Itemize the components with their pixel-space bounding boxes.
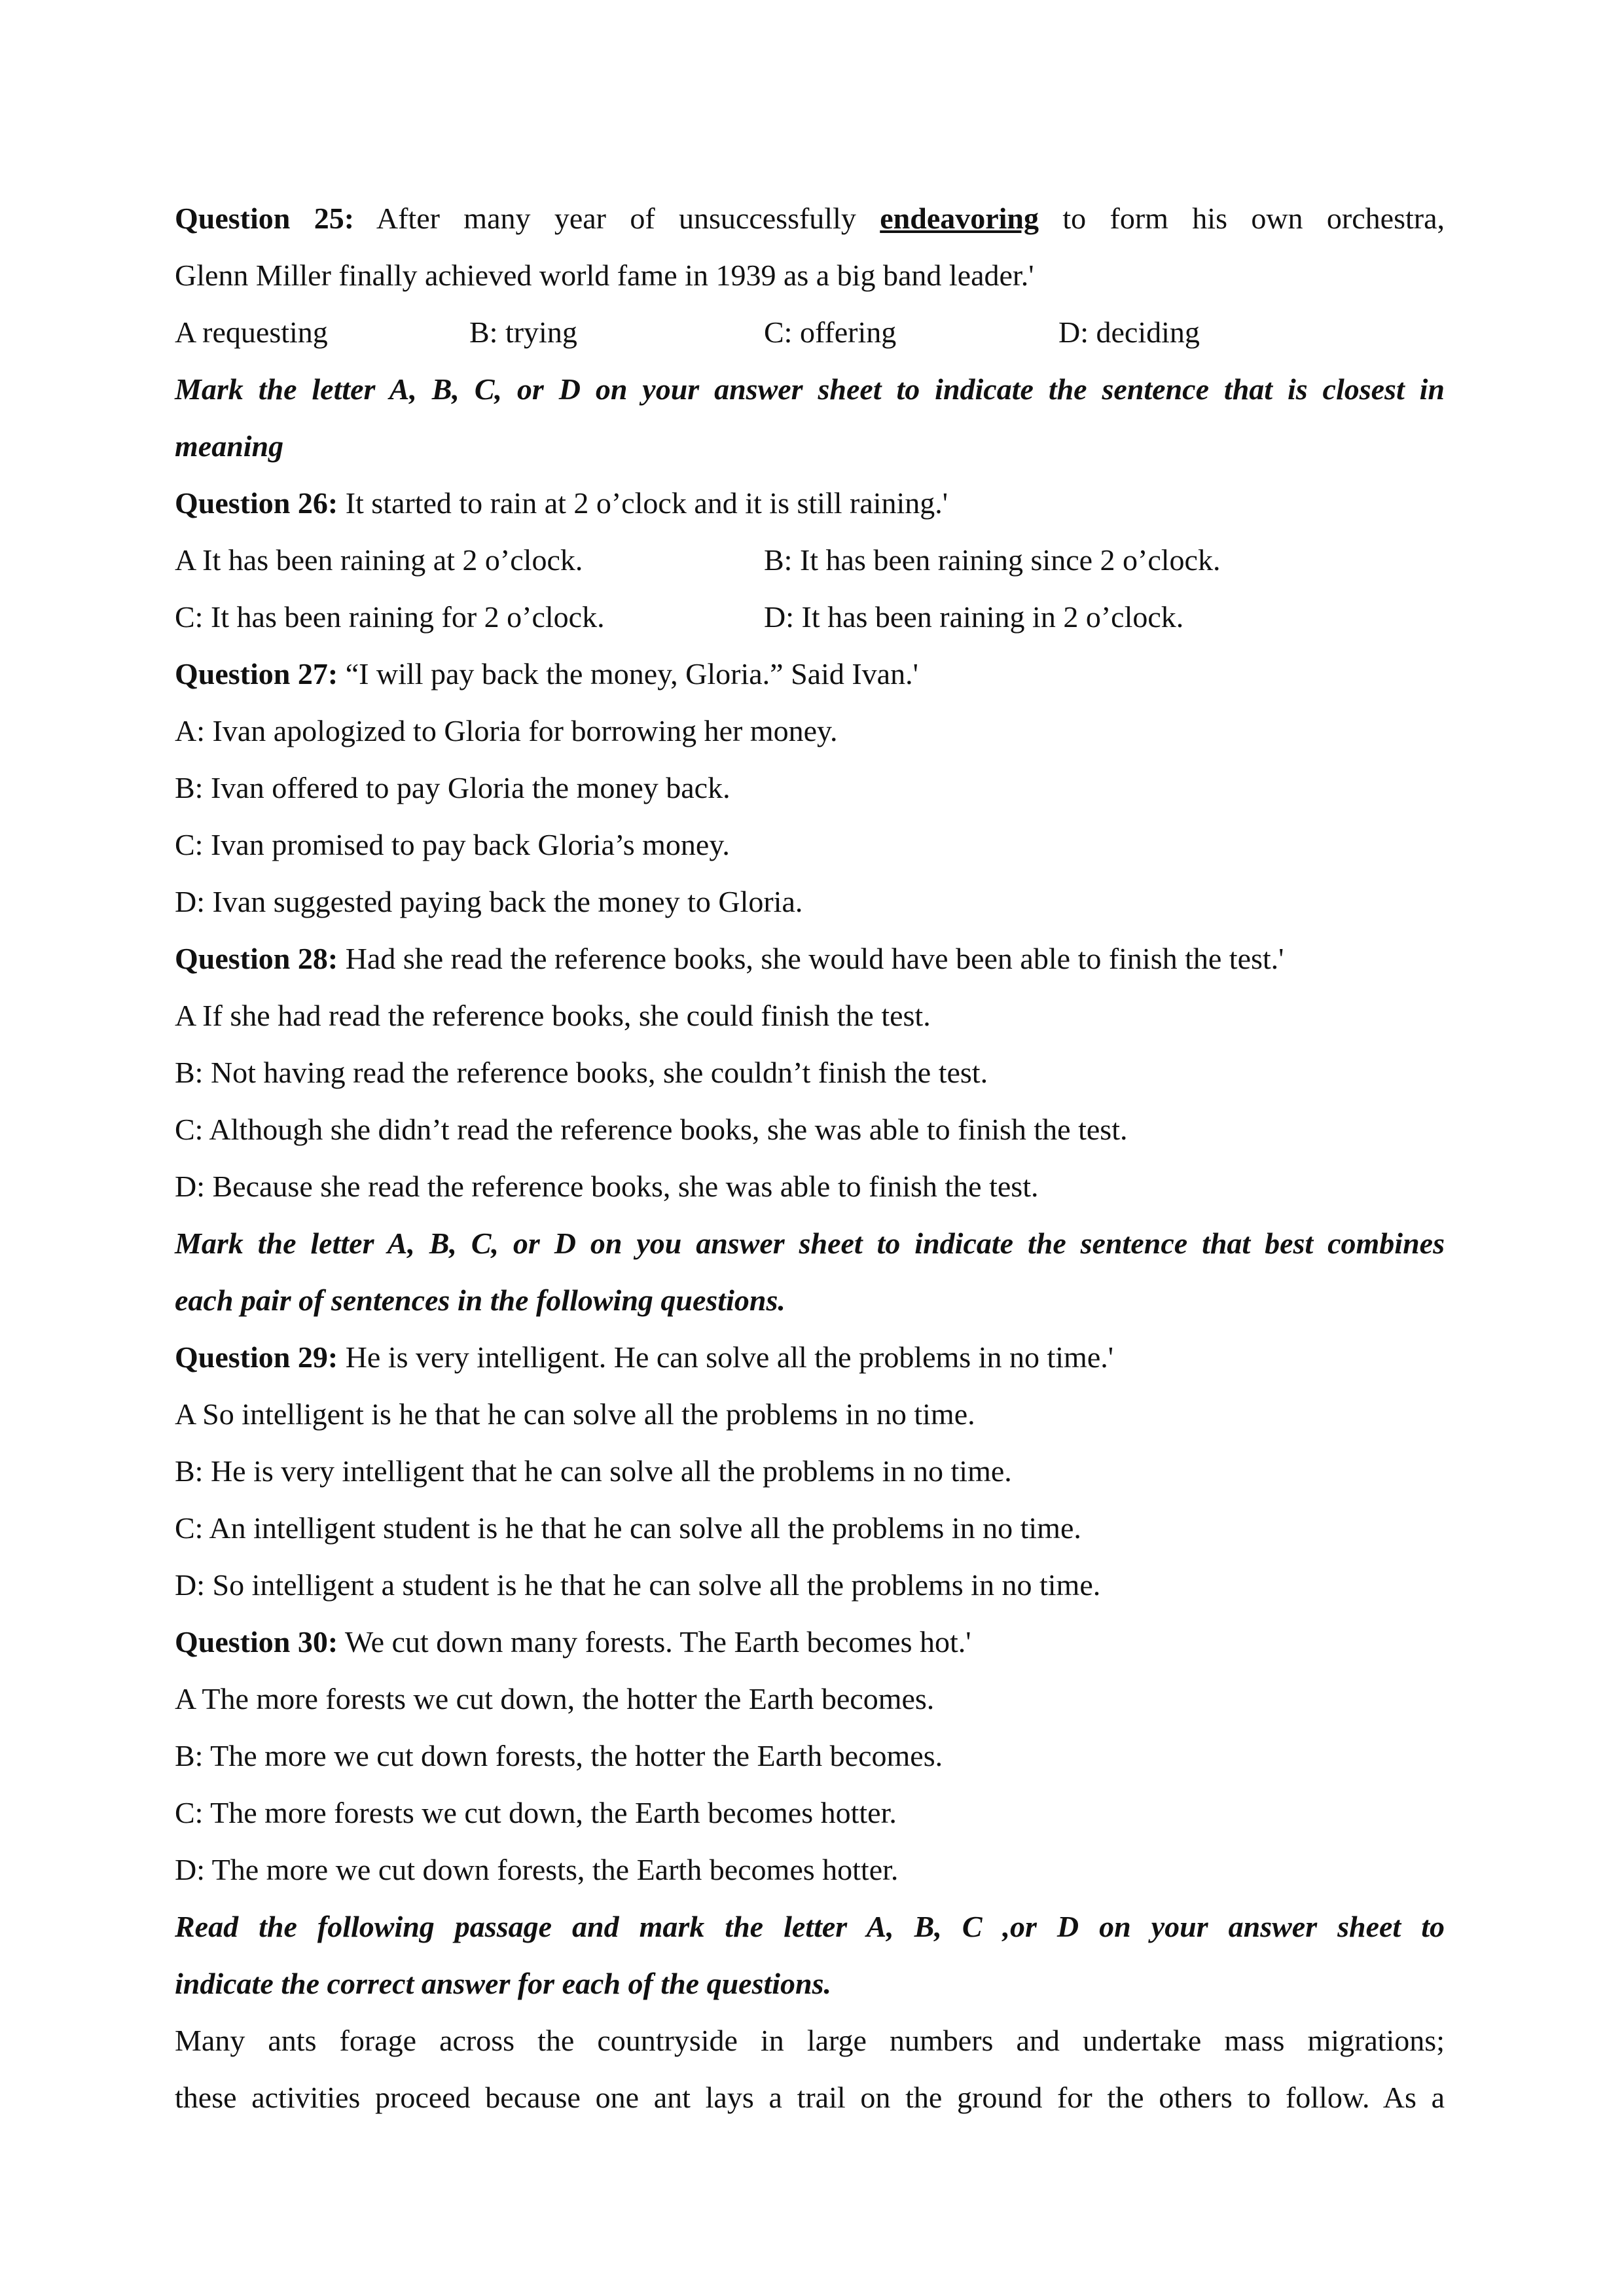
question-27-text: “I will pay back the money, Gloria.” Said Ivan.' [338, 657, 918, 691]
question-25-stem-continued: Glenn Miller finally achieved world fame in 1939 as a big band leader.' [175, 259, 1034, 292]
document-page [175, 190, 1445, 2126]
question-25-option-d[interactable]: D: deciding [1058, 315, 1200, 349]
question-29-option-b[interactable]: B: He is very intelligent that he can solve all the problems in no time. [175, 1454, 1012, 1488]
instruction-combine-line-1: Mark the letter A, B, C, or D on you answer sheet to indicate the sentence that best combines [175, 1227, 1445, 1260]
instruction-combine-line-2: each pair of sentences in the following questions. [175, 1283, 785, 1317]
question-27-option-d[interactable]: D: Ivan suggested paying back the money to Gloria. [175, 885, 803, 918]
question-30-text: We cut down many forests. The Earth becomes hot.' [338, 1625, 971, 1659]
question-25-stem [175, 190, 1445, 247]
question-27-stem [175, 645, 1445, 702]
question-25-option-a[interactable]: A requesting [175, 315, 328, 349]
question-30-option-c[interactable]: C: The more forests we cut down, the Earth becomes hotter. [175, 1796, 897, 1829]
instruction-reading-line-1: Read the following passage and mark the letter A, B, C ,or D on your answer sheet to [175, 1910, 1445, 1943]
question-25-option-b[interactable]: B: trying [469, 315, 577, 349]
question-26-stem [175, 475, 1445, 531]
question-25-text-pre: After many year of unsuccessfully [354, 202, 880, 235]
question-25-label: Question 25: [175, 202, 355, 235]
question-28-option-d[interactable]: D: Because she read the reference books, she was able to finish the test. [175, 1170, 1039, 1203]
question-27-option-b[interactable]: B: Ivan offered to pay Gloria the money back. [175, 771, 731, 804]
question-30-stem [175, 1613, 1445, 1670]
question-26-label: Question 26: [175, 486, 338, 520]
question-29-option-a[interactable]: A So intelligent is he that he can solve all the problems in no time. [175, 1397, 975, 1431]
question-26-options-row-1 [175, 531, 1445, 588]
question-29-option-d[interactable]: D: So intelligent a student is he that he can solve all the problems in no time. [175, 1568, 1101, 1602]
question-28-label: Question 28: [175, 942, 338, 975]
question-27-option-c[interactable]: C: Ivan promised to pay back Gloria’s money. [175, 828, 730, 861]
question-28-option-b[interactable]: B: Not having read the reference books, she couldn’t finish the test. [175, 1056, 988, 1089]
instruction-closest-meaning-line-2: meaning [175, 429, 284, 463]
question-26-option-b[interactable]: B: It has been raining since 2 o’clock. [764, 543, 1221, 577]
instruction-reading-line-2: indicate the correct answer for each of the questions. [175, 1967, 832, 2000]
question-27-label: Question 27: [175, 657, 338, 691]
question-29-option-c[interactable]: C: An intelligent student is he that he can solve all the problems in no time. [175, 1511, 1081, 1545]
question-28-text: Had she read the reference books, she would have been able to finish the test.' [338, 942, 1284, 975]
question-25-keyword: endeavoring [880, 202, 1039, 235]
question-30-label: Question 30: [175, 1625, 338, 1659]
question-27-option-a[interactable]: A: Ivan apologized to Gloria for borrowing her money. [175, 714, 838, 747]
question-25-text-post: to form his own orchestra, [1039, 202, 1445, 235]
question-28-option-c[interactable]: C: Although she didn’t read the reference books, she was able to finish the test. [175, 1113, 1128, 1146]
question-28-option-a[interactable]: A If she had read the reference books, she could finish the test. [175, 999, 931, 1032]
question-30-option-b[interactable]: B: The more we cut down forests, the hotter the Earth becomes. [175, 1739, 943, 1772]
question-30-option-d[interactable]: D: The more we cut down forests, the Earth becomes hotter. [175, 1853, 899, 1886]
question-26-text: It started to rain at 2 o’clock and it is still raining.' [338, 486, 948, 520]
question-25-options [175, 304, 1445, 361]
question-26-option-c[interactable]: C: It has been raining for 2 o’clock. [175, 600, 605, 634]
question-26-option-d[interactable]: D: It has been raining in 2 o’clock. [764, 600, 1184, 634]
question-30-option-a[interactable]: A The more forests we cut down, the hotter the Earth becomes. [175, 1682, 935, 1715]
question-29-stem [175, 1329, 1445, 1386]
question-26-options-row-2 [175, 588, 1445, 645]
passage-line-1: Many ants forage across the countryside in large numbers and undertake mass migrations; [175, 2024, 1445, 2057]
passage-line-2: these activities proceed because one ant lays a trail on the ground for the others to follow. As a [175, 2081, 1445, 2114]
question-26-option-a[interactable]: A It has been raining at 2 o’clock. [175, 543, 583, 577]
question-29-text: He is very intelligent. He can solve all the problems in no time.' [338, 1340, 1114, 1374]
question-28-stem [175, 930, 1445, 987]
question-29-label: Question 29: [175, 1340, 338, 1374]
instruction-closest-meaning-line-1: Mark the letter A, B, C, or D on your answer sheet to indicate the sentence that is closest in [175, 372, 1445, 406]
question-25-option-c[interactable]: C: offering [764, 315, 897, 349]
